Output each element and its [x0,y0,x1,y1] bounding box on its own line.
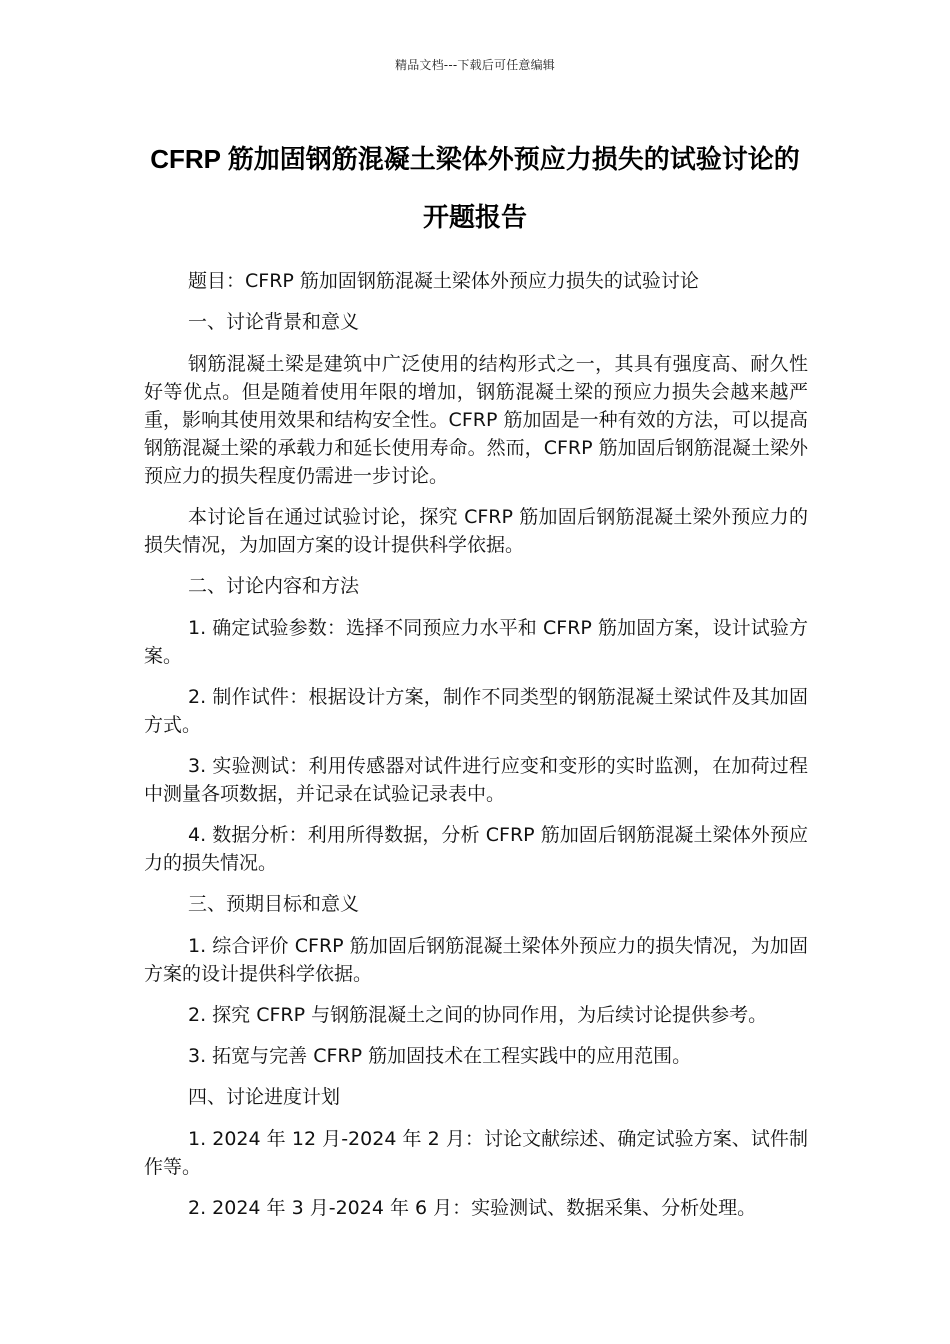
goal-item-2: 2. 探究 CFRP 与钢筋混凝土之间的协同作用，为后续讨论提供参考。 [188,1004,768,1026]
method-item-3: 3. 实验测试：利用传感器对试件进行应变和变形的实时监测，在加荷过程中测量各项数据，并记录在试验记录表中。 [144,755,808,805]
section-heading-background: 一、讨论背景和意义 [188,311,360,333]
method-item-1: 1. 确定试验参数：选择不同预应力水平和 CFRP 筋加固方案，设计试验方案。 [144,617,808,667]
background-paragraph-2: 本讨论旨在通过试验讨论，探究 CFRP 筋加固后钢筋混凝土梁外预应力的损失情况，为加固方案的设计提供科学依据。 [144,506,808,556]
background-paragraph-1: 钢筋混凝土梁是建筑中广泛使用的结构形式之一，其具有强度高、耐久性好等优点。但是随着使用年限的增加，钢筋混凝土梁的预应力损失会越来越严重，影响其使用效果和结构安全性。CFRP 筋加固是一种有效的方法，可以提高钢筋混凝土梁的承载力和延长使用寿命。然而，CFRP 筋加固后钢筋混凝土梁外预应力的损失程度仍需进一步讨论。 [144,353,808,487]
section-heading-content-methods: 二、讨论内容和方法 [188,575,360,597]
schedule-item-1: 1. 2024 年 12 月-2024 年 2 月：讨论文献综述、确定试验方案、试件制作等。 [144,1128,808,1178]
goal-item-3: 3. 拓宽与完善 CFRP 筋加固技术在工程实践中的应用范围。 [188,1045,692,1067]
goal-item-1: 1. 综合评价 CFRP 筋加固后钢筋混凝土梁体外预应力的损失情况，为加固方案的设计提供科学依据。 [144,935,808,985]
section-heading-goals: 三、预期目标和意义 [188,893,360,915]
method-item-2: 2. 制作试件：根据设计方案，制作不同类型的钢筋混凝土梁试件及其加固方式。 [144,686,808,736]
header-note: 精品文档---下载后可任意编辑 [395,58,555,72]
subject-line: 题目：CFRP 筋加固钢筋混凝土梁体外预应力损失的试验讨论 [188,270,699,292]
method-item-4: 4. 数据分析：利用所得数据，分析 CFRP 筋加固后钢筋混凝土梁体外预应力的损失情况。 [144,824,808,874]
document-body [144,267,808,1235]
document-title: CFRP 筋加固钢筋混凝土梁体外预应力损失的试验讨论的开题报告 [150,144,800,232]
section-heading-schedule: 四、讨论进度计划 [188,1086,341,1108]
schedule-item-2: 2. 2024 年 3 月-2024 年 6 月：实验测试、数据采集、分析处理。 [188,1197,757,1219]
